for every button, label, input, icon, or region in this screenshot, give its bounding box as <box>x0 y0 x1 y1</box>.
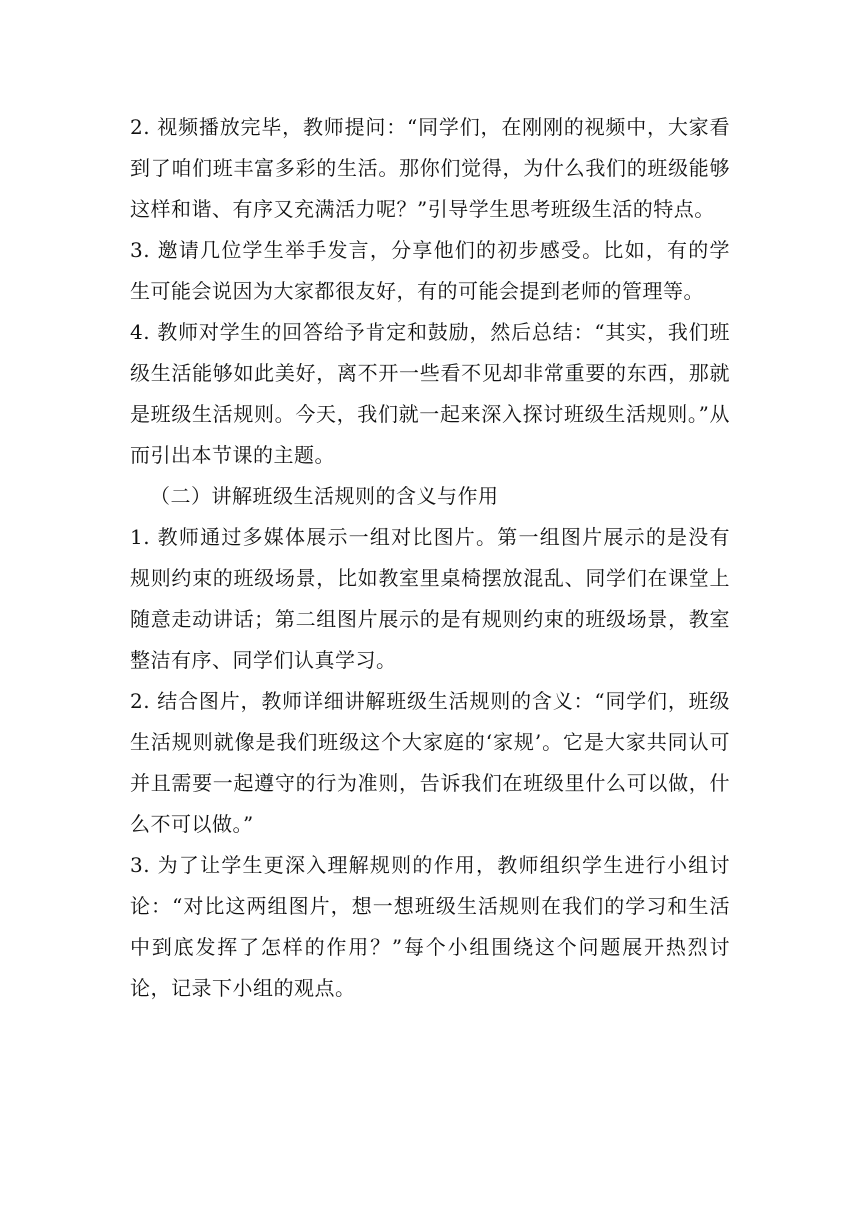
paragraph-step-3-discussion: 3. 为了让学生更深入理解规则的作用，教师组织学生进行小组讨论：“对比这两组图片，想一想班级生活规则在我们的学习和生活中到底发挥了怎样的作用？”每个小组围绕这个问题展开热烈讨论，记录下小组的观点。 <box>130 853 730 1000</box>
paragraph-step-2-video: 2. 视频播放完毕，教师提问：“同学们，在刚刚的视频中，大家看到了咱们班丰富多彩的生活。那你们觉得，为什么我们的班级能够这样和谐、有序又充满活力呢？”引导学生思考班级生活的特点。 <box>130 115 730 221</box>
paragraph-step-2-meaning: 2. 结合图片，教师详细讲解班级生活规则的含义：“同学们，班级生活规则就像是我们班级这个大家庭的‘家规’。它是大家共同认可并且需要一起遵守的行为准则，告诉我们在班级里什么可以做，什么不可以做。” <box>130 689 730 836</box>
paragraph-step-4-summary: 4. 教师对学生的回答给予肯定和鼓励，然后总结：“其实，我们班级生活能够如此美好，离不开一些看不见却非常重要的东西，那就是班级生活规则。今天，我们就一起来深入探讨班级生活规则。”从而引出本节课的主题。 <box>130 320 730 467</box>
section-heading-rules-meaning: （二）讲解班级生活规则的含义与作用 <box>150 484 499 508</box>
paragraph-step-3-invite: 3. 邀请几位学生举手发言，分享他们的初步感受。比如，有的学生可能会说因为大家都很友好，有的可能会提到老师的管理等。 <box>130 238 730 303</box>
paragraph-step-1-images: 1. 教师通过多媒体展示一组对比图片。第一组图片展示的是没有规则约束的班级场景，比如教室里桌椅摆放混乱、同学们在课堂上随意走动讲话；第二组图片展示的是有规则约束的班级场景，教室整洁有序、同学们认真学习。 <box>130 525 730 672</box>
document-body <box>130 107 730 1009</box>
